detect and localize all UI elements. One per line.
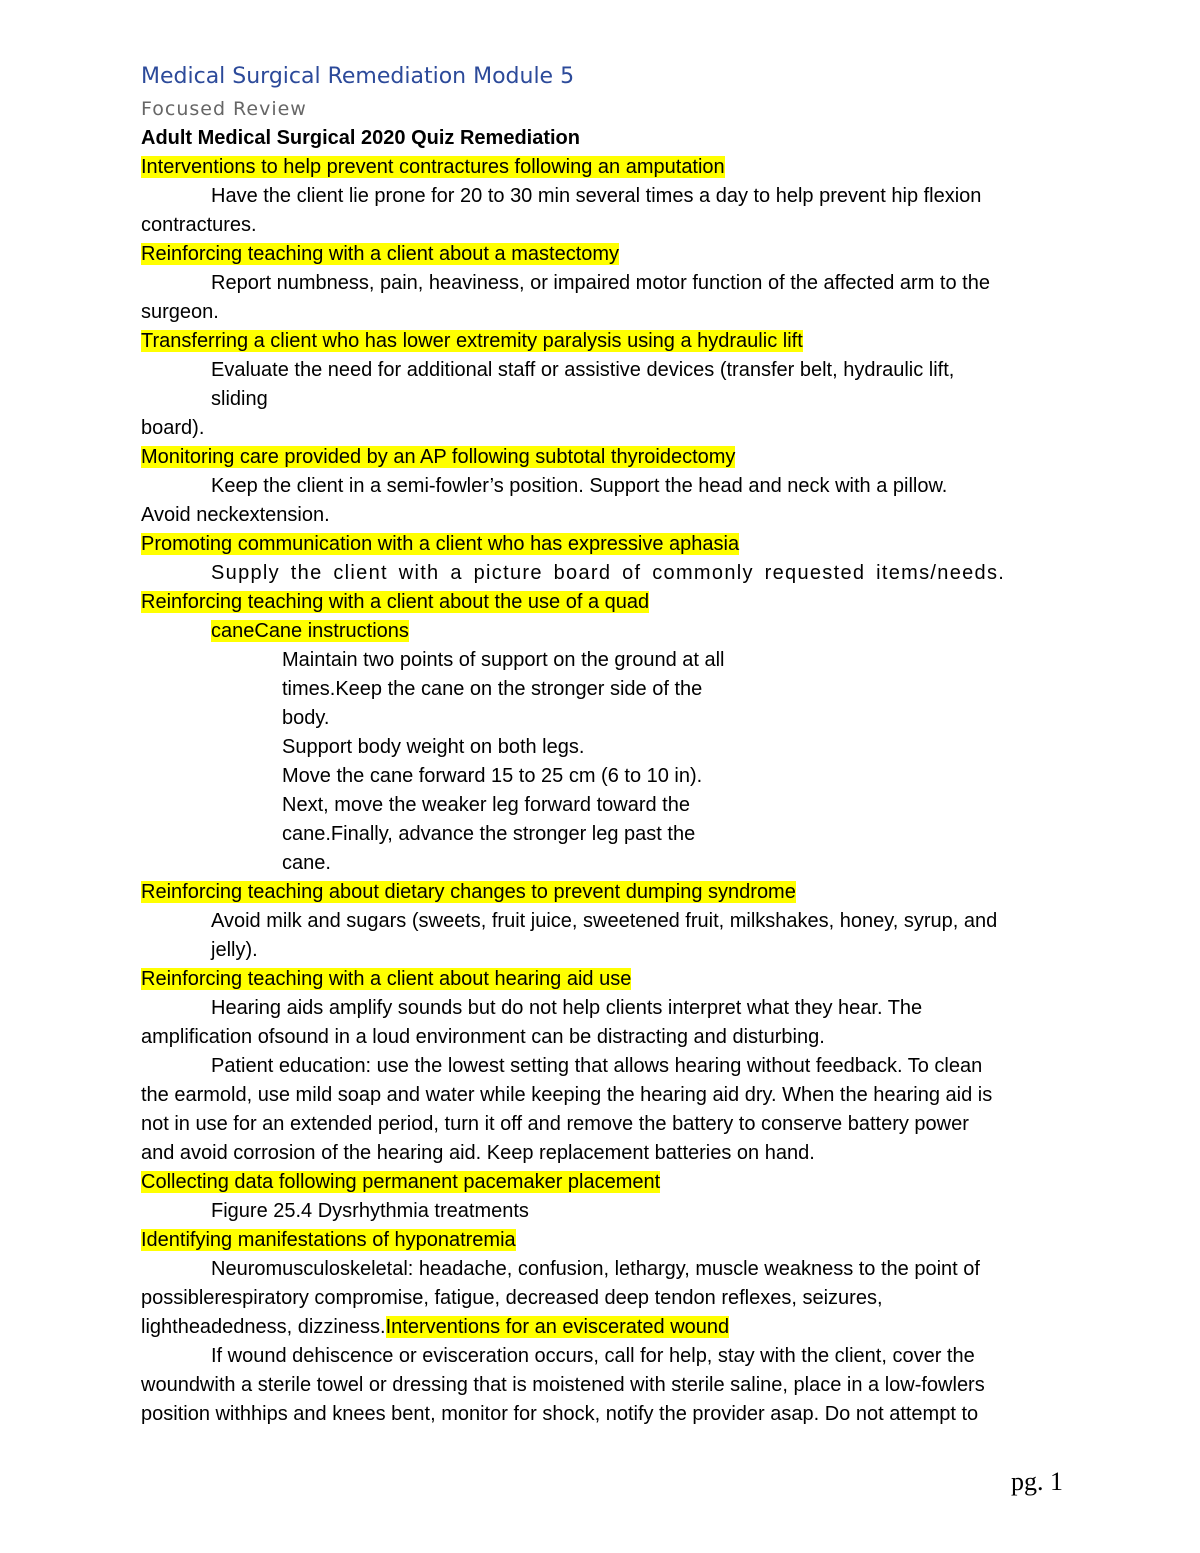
topic-heading-dumping-syndrome: Reinforcing teaching about dietary changes to prevent dumping syndrome <box>141 881 796 903</box>
topic-heading-eviscerated-wound: Interventions for an eviscerated wound <box>385 1316 730 1338</box>
text-line: Support body weight on both legs. <box>282 736 585 758</box>
text-line: Maintain two points of support on the ground at all <box>282 649 725 671</box>
topic-subheading-cane-instructions: caneCane instructions <box>211 620 409 642</box>
topic-heading-quad-cane: Reinforcing teaching with a client about the use of a quad <box>141 591 650 613</box>
text-line: cane. <box>282 852 331 874</box>
text-line: Avoid neckextension. <box>141 504 330 526</box>
text-line: contractures. <box>141 214 257 236</box>
topic-heading-aphasia: Promoting communication with a client who has expressive aphasia <box>141 533 740 555</box>
text-line: Hearing aids amplify sounds but do not help clients interpret what they hear. The <box>211 997 923 1019</box>
text-line: woundwith a sterile towel or dressing that is moistened with sterile saline, place in a low-fowlers <box>141 1374 985 1396</box>
text-line: Supply the client with a picture board of commonly requested items/needs. <box>211 562 1006 584</box>
text-line: amplification ofsound in a loud environment can be distracting and disturbing. <box>141 1026 825 1048</box>
text-line: jelly). <box>211 939 258 961</box>
text-line: the earmold, use mild soap and water while keeping the hearing aid dry. When the hearing aid is <box>141 1084 993 1106</box>
text-line: body. <box>282 707 330 729</box>
topic-heading-pacemaker: Collecting data following permanent pacemaker placement <box>141 1171 661 1193</box>
text-line: Patient education: use the lowest setting that allows hearing without feedback. To clean <box>211 1055 983 1077</box>
text-line: board). <box>141 417 205 439</box>
topic-heading-mastectomy: Reinforcing teaching with a client about a mastectomy <box>141 243 620 265</box>
text-line: If wound dehiscence or evisceration occurs, call for help, stay with the client, cover the <box>211 1345 975 1367</box>
topic-heading-hearing-aid: Reinforcing teaching with a client about hearing aid use <box>141 968 632 990</box>
topic-heading-thyroidectomy: Monitoring care provided by an AP following subtotal thyroidectomy <box>141 446 736 468</box>
text-line: not in use for an extended period, turn it off and remove the battery to conserve battery power <box>141 1113 969 1135</box>
text-line: possiblerespiratory compromise, fatigue, decreased deep tendon reflexes, seizures, <box>141 1287 883 1309</box>
text-line: Keep the client in a semi-fowler’s position. Support the head and neck with a pillow. <box>211 475 948 497</box>
topic-heading-hyponatremia: Identifying manifestations of hyponatremia <box>141 1229 516 1251</box>
text-line: sliding <box>211 388 268 410</box>
text-line: Move the cane forward 15 to 25 cm (6 to 10 in). <box>282 765 703 787</box>
section-heading: Adult Medical Surgical 2020 Quiz Remediation <box>141 127 580 149</box>
text-line: Figure 25.4 Dysrhythmia treatments <box>211 1200 529 1222</box>
topic-heading-amputation: Interventions to help prevent contractures following an amputation <box>141 156 725 178</box>
text-line: lightheadedness, dizziness. <box>141 1316 386 1338</box>
document-subtitle: Focused Review <box>141 98 307 120</box>
page-number: pg. 1 <box>1011 1467 1063 1496</box>
text-line: Have the client lie prone for 20 to 30 min several times a day to help prevent hip flexion <box>211 185 982 207</box>
text-line: position withhips and knees bent, monitor for shock, notify the provider asap. Do not attempt to <box>141 1403 979 1425</box>
text-line: and avoid corrosion of the hearing aid. Keep replacement batteries on hand. <box>141 1142 815 1164</box>
text-line: Neuromusculoskeletal: headache, confusion, lethargy, muscle weakness to the point of <box>211 1258 980 1280</box>
text-line: Report numbness, pain, heaviness, or impaired motor function of the affected arm to the <box>211 272 990 294</box>
document-body <box>141 60 1066 1429</box>
text-line: cane.Finally, advance the stronger leg past the <box>282 823 696 845</box>
text-line: times.Keep the cane on the stronger side of the <box>282 678 703 700</box>
text-line: Next, move the weaker leg forward toward the <box>282 794 690 816</box>
document-title: Medical Surgical Remediation Module 5 <box>141 64 575 89</box>
text-line: surgeon. <box>141 301 219 323</box>
topic-heading-hydraulic-lift: Transferring a client who has lower extremity paralysis using a hydraulic lift <box>141 330 803 352</box>
text-line: Avoid milk and sugars (sweets, fruit juice, sweetened fruit, milkshakes, honey, syrup, and <box>211 910 998 932</box>
text-line: Evaluate the need for additional staff or assistive devices (transfer belt, hydraulic lift, <box>211 359 955 381</box>
